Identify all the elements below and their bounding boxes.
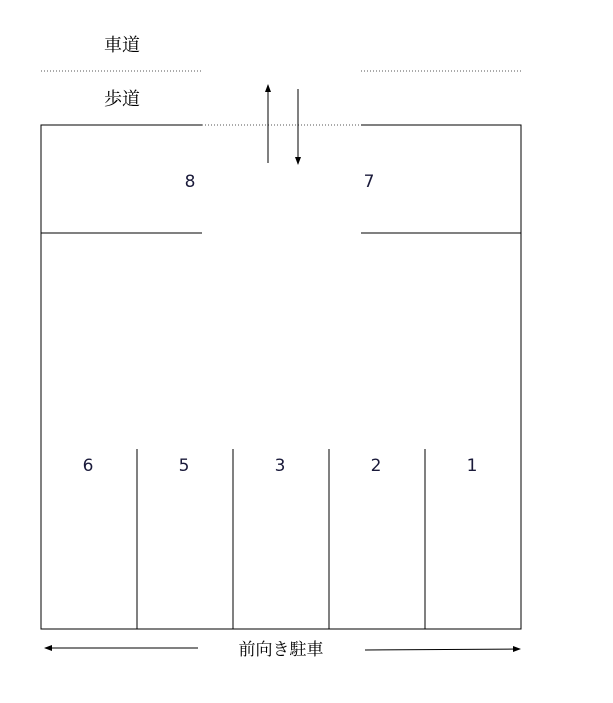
right-direction-arrow xyxy=(365,649,520,650)
space-number-3: 3 xyxy=(274,456,286,476)
space-number-1: 1 xyxy=(466,456,478,476)
space-number-2: 2 xyxy=(370,456,382,476)
road-label: 車道 xyxy=(104,35,140,56)
lot-outline xyxy=(41,125,521,629)
space-number-6: 6 xyxy=(82,456,94,476)
space-number-7: 7 xyxy=(363,172,375,192)
space-number-8: 8 xyxy=(184,172,196,192)
sidewalk-label: 歩道 xyxy=(104,89,140,110)
space-number-5: 5 xyxy=(178,456,190,476)
front-parking-label: 前向き駐車 xyxy=(238,640,324,660)
